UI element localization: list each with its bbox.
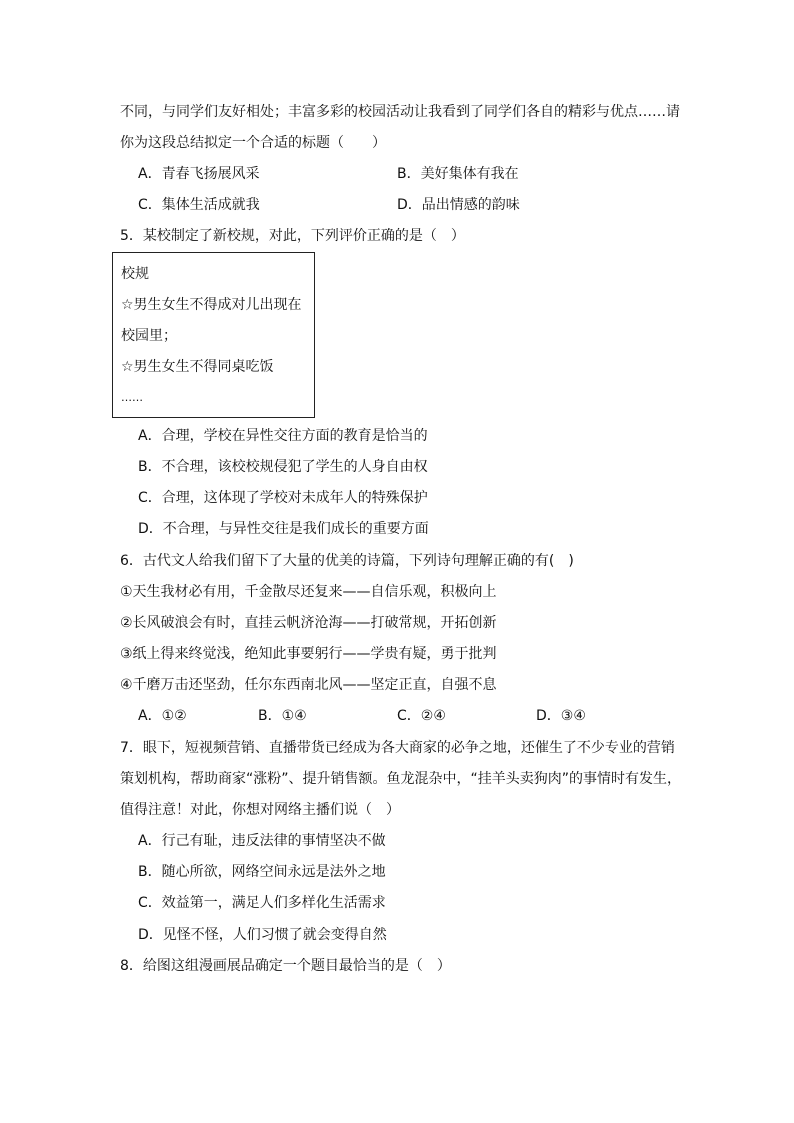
q4-option-d: D．品出情感的韵味 <box>397 197 520 213</box>
q5-option-c: C．合理，这体现了学校对未成年人的特殊保护 <box>138 490 428 506</box>
school-rules-box <box>112 252 315 418</box>
q6-item-4: ④千磨万击还坚劲，任尔东西南北风——坚定正直，自强不息 <box>120 677 497 693</box>
q4-option-a: A．青春飞扬展风采 <box>138 166 260 182</box>
q4-stem-line2: 你为这段总结拟定一个合适的标题（ ） <box>120 135 386 151</box>
q6-option-c: C．②④ <box>397 708 446 724</box>
q6-item-2: ②长风破浪会有时，直挂云帆济沧海——打破常规，开拓创新 <box>120 615 497 631</box>
q4-stem-line1: 不同，与同学们友好相处；丰富多彩的校园活动让我看到了同学们各自的精彩与优点……请 <box>120 104 680 120</box>
q6-stem: 6．古代文人给我们留下了大量的优美的诗篇，下列诗句理解正确的有( ) <box>120 553 574 569</box>
q7-option-c: C．效益第一，满足人们多样化生活需求 <box>138 895 386 911</box>
rules-ellipsis: …… <box>121 391 143 404</box>
q5-option-d: D．不合理，与异性交往是我们成长的重要方面 <box>138 521 429 537</box>
q4-option-b: B．美好集体有我在 <box>397 166 519 182</box>
q5-option-a: A．合理，学校在异性交往方面的教育是恰当的 <box>138 428 428 444</box>
q7-option-d: D．见怪不怪，人们习惯了就会变得自然 <box>138 927 387 943</box>
q6-option-b: B．①④ <box>258 708 307 724</box>
q7-option-a: A．行己有耻，违反法律的事情坚决不做 <box>138 833 386 849</box>
rule-2: ☆男生女生不得同桌吃饭 <box>121 359 274 375</box>
rules-title: 校规 <box>121 266 149 282</box>
q6-option-a: A．①② <box>138 708 187 724</box>
q6-option-d: D．③④ <box>536 708 586 724</box>
q7-stem-line3: 值得注意！对此，你想对网络主播们说（ ） <box>120 802 400 818</box>
q6-item-3: ③纸上得来终觉浅，绝知此事要躬行——学贵有疑，勇于批判 <box>120 646 497 662</box>
q4-option-c: C．集体生活成就我 <box>138 197 260 213</box>
q6-item-1: ①天生我材必有用，千金散尽还复来——自信乐观，积极向上 <box>120 584 497 600</box>
q7-stem-line1: 7．眼下，短视频营销、直播带货已经成为各大商家的必争之地，还催生了不少专业的营销 <box>120 740 675 756</box>
q7-option-b: B．随心所欲，网络空间永远是法外之地 <box>138 864 386 880</box>
q8-stem: 8．给图这组漫画展品确定一个题目最恰当的是（ ） <box>120 958 451 974</box>
rule-1-line1: ☆男生女生不得成对儿出现在 <box>121 297 302 313</box>
q5-stem: 5．某校制定了新校规，对此，下列评价正确的是（ ） <box>120 228 465 244</box>
q5-option-b: B．不合理，该校校规侵犯了学生的人身自由权 <box>138 459 428 475</box>
rule-1-line2: 校园里； <box>121 328 177 344</box>
q7-stem-line2: 策划机构，帮助商家“涨粉”、提升销售额。鱼龙混杂中，“挂羊头卖狗肉”的事情时有发生， <box>120 771 682 787</box>
